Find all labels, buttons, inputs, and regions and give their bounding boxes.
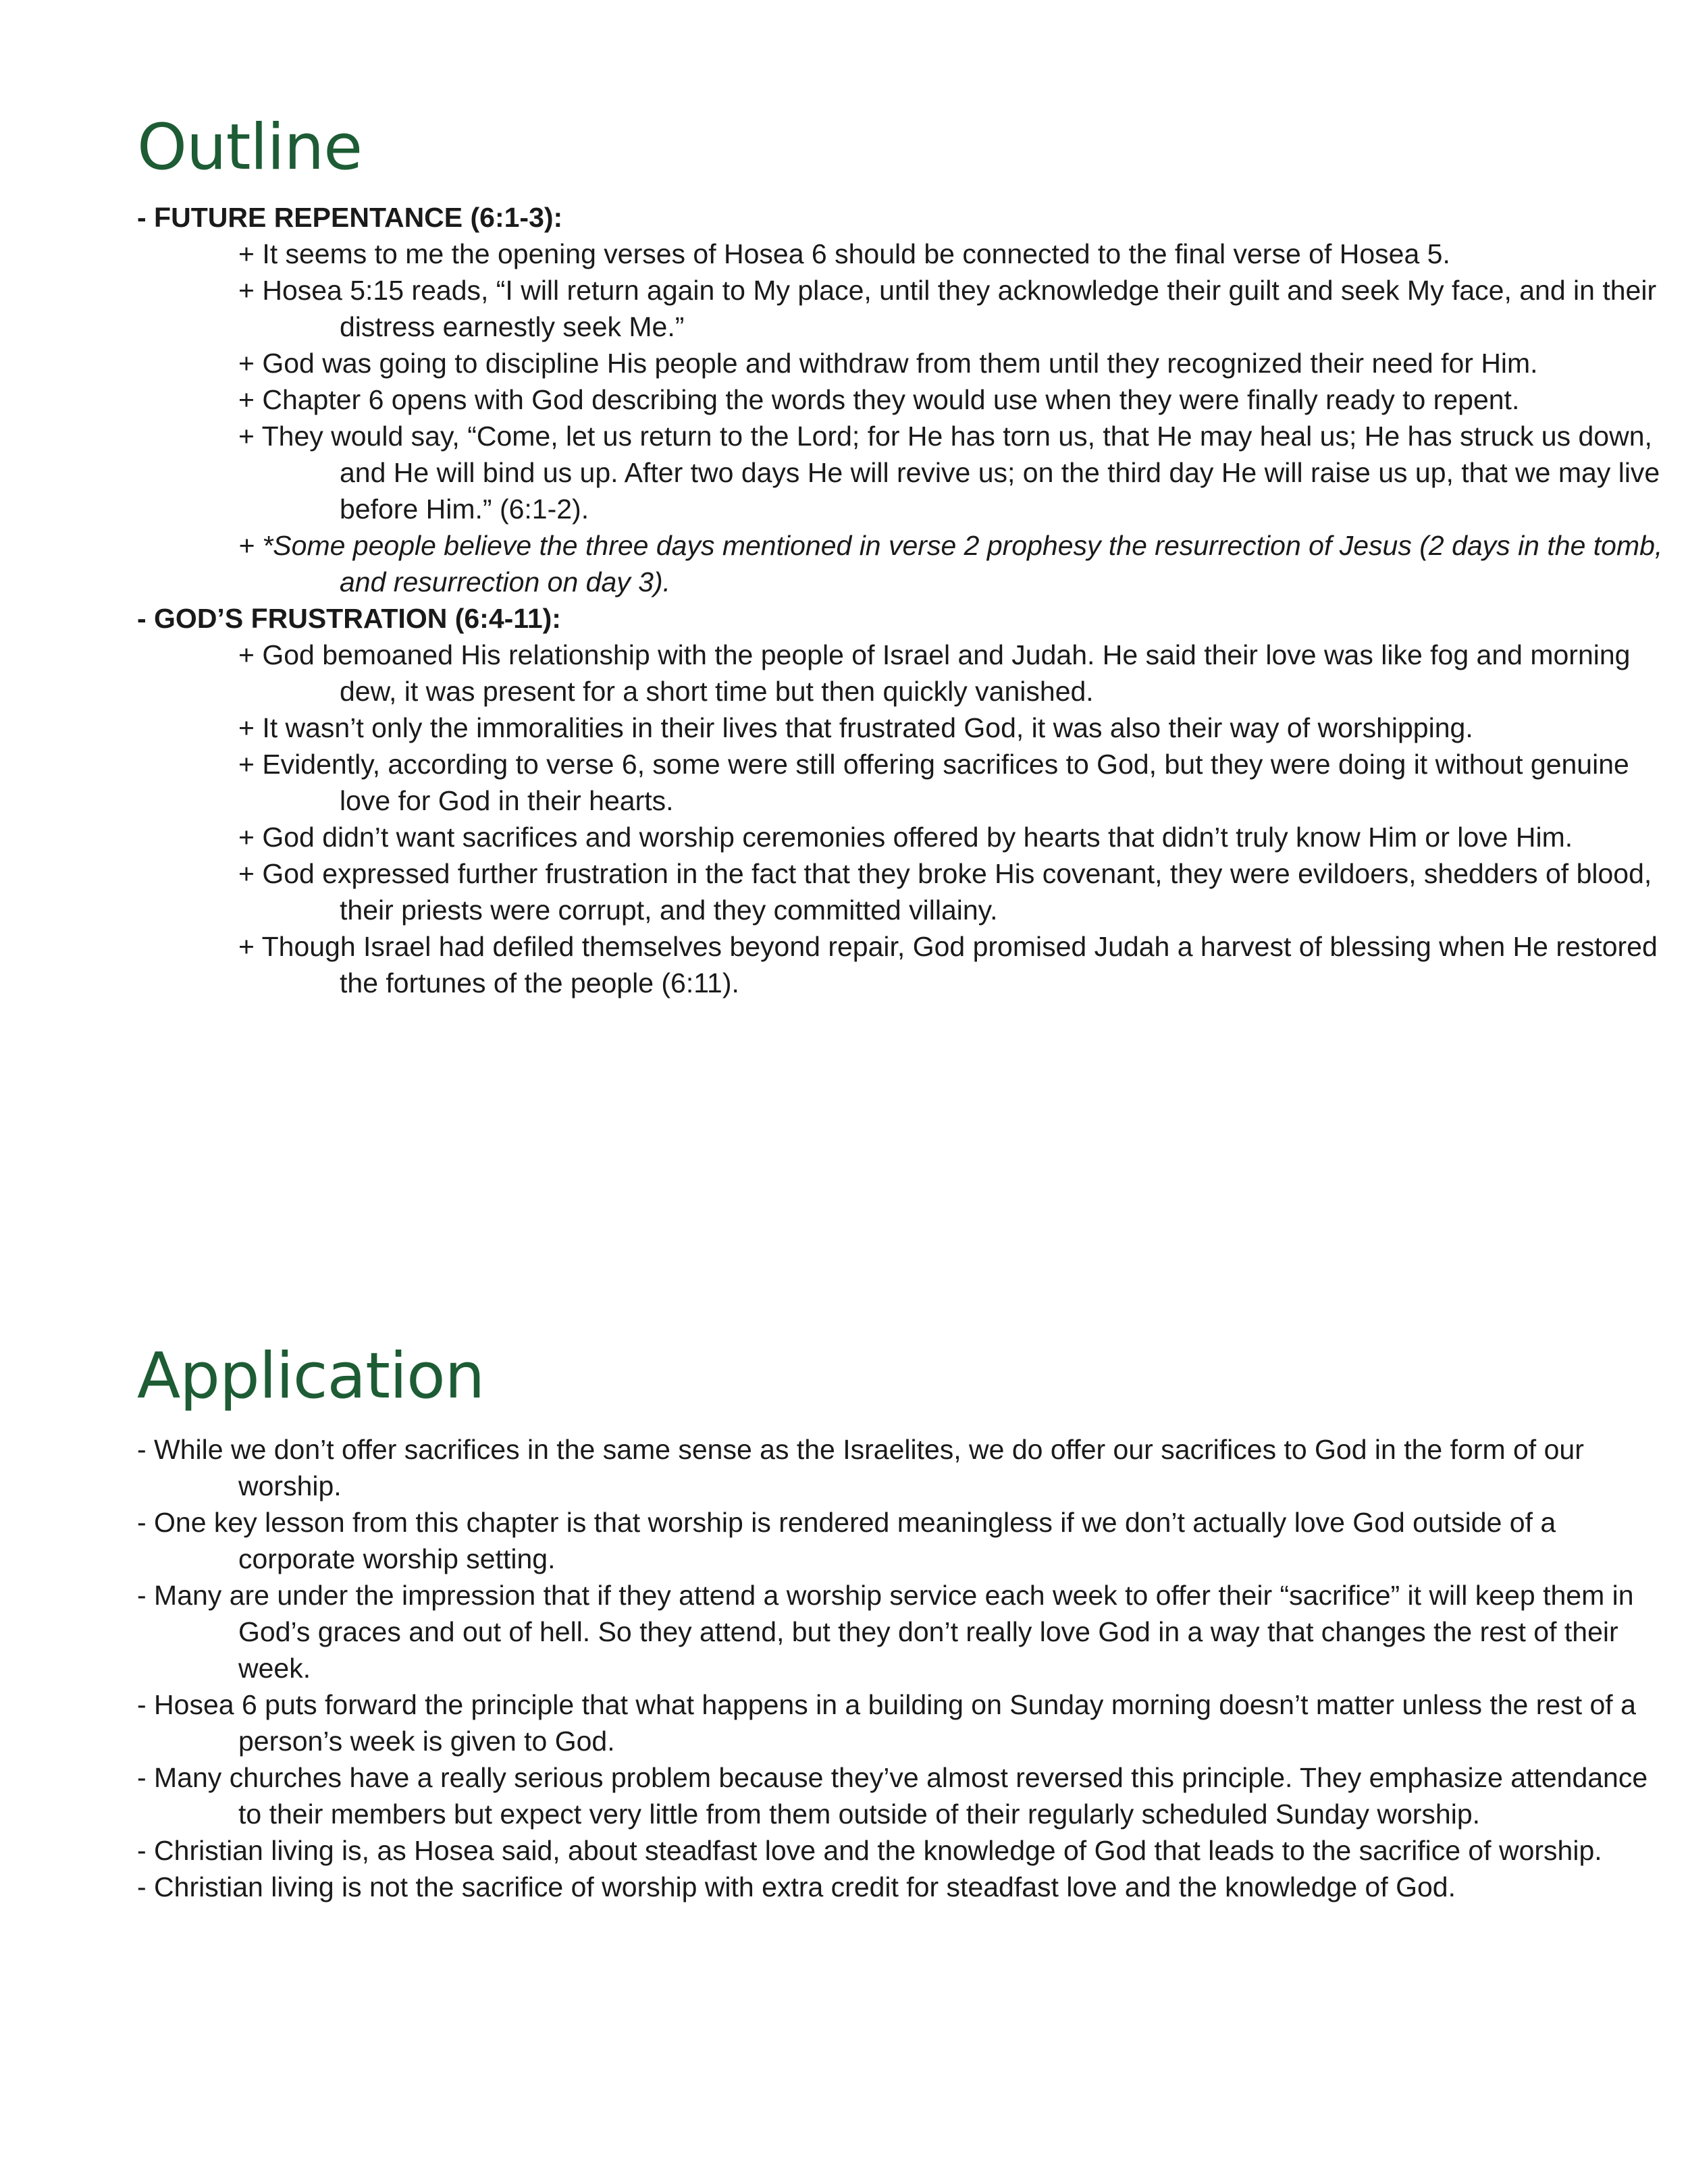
application-item: - While we don’t offer sacrifices in the same sense as the Israelites, we do offer our sacrifices to God in the form of our worship.	[137, 1434, 1584, 1501]
bullet-item: + God was going to discipline His people and withdraw from them until they recognized their need for Him.	[238, 348, 1538, 379]
bullet-item: + It wasn’t only the immoralities in their lives that frustrated God, it was also their way of worshipping.	[238, 712, 1473, 743]
bullet-item-note: + *Some people believe the three days mentioned in verse 2 prophesy the resurrection of Jesus (2 days in the tomb, and resurrection on day 3).	[238, 530, 1663, 597]
application-body	[137, 1431, 1648, 1905]
application-item: - Many churches have a really serious problem because they’ve almost reversed this principle. They emphasize attendance to their members but expect very little from them outside of their regularly scheduled Sunday worship.	[137, 1762, 1648, 1830]
section-title-future-repentance: - FUTURE REPENTANCE (6:1-3):	[137, 202, 563, 233]
bullet-item: + It seems to me the opening verses of Hosea 6 should be connected to the final verse of Hosea 5.	[238, 238, 1450, 269]
application-item: - Hosea 6 puts forward the principle that what happens in a building on Sunday morning doesn’t matter unless the rest of a person’s week is given to God.	[137, 1689, 1636, 1757]
application-item: - Christian living is, as Hosea said, about steadfast love and the knowledge of God that leads to the sacrifice of worship.	[137, 1835, 1602, 1866]
application-heading: Application	[137, 1339, 485, 1413]
bullet-item: + God bemoaned His relationship with the people of Israel and Judah. He said their love was like fog and morning dew, it was present for a short time but then quickly vanished.	[238, 639, 1631, 707]
future-repentance-bullets	[137, 236, 1663, 600]
bullet-item: + Evidently, according to verse 6, some were still offering sacrifices to God, but they were doing it without genuine love for God in their hearts.	[238, 749, 1629, 816]
application-item: - Christian living is not the sacrifice of worship with extra credit for steadfast love and the knowledge of God.	[137, 1871, 1456, 1902]
outline-body	[137, 199, 1663, 1001]
bullet-item: + God expressed further frustration in the fact that they broke His covenant, they were evildoers, shedders of blood, their priests were corrupt, and they committed villainy.	[238, 858, 1652, 926]
application-item: - Many are under the impression that if they attend a worship service each week to offer their “sacrifice” it will keep them in God’s graces and out of hell. So they attend, but they don’t really love God in a way that changes the rest of their week.	[137, 1580, 1634, 1684]
outline-heading: Outline	[137, 111, 363, 184]
section-title-gods-frustration: - GOD’S FRUSTRATION (6:4-11):	[137, 603, 561, 634]
bullet-item: + Chapter 6 opens with God describing the words they would use when they were finally ready to repent.	[238, 384, 1520, 415]
application-item: - One key lesson from this chapter is that worship is rendered meaningless if we don’t actually love God outside of a corporate worship setting.	[137, 1507, 1556, 1574]
gods-frustration-bullets	[137, 637, 1658, 1001]
bullet-item: + Though Israel had defiled themselves beyond repair, God promised Judah a harvest of blessing when He restored the fortunes of the people (6:11).	[238, 931, 1658, 998]
bullet-item: + They would say, “Come, let us return to the Lord; for He has torn us, that He may heal us; He has struck us down, and He will bind us up. After two days He will revive us; on the third day He will raise us up, that we may live before Him.” (6:1-2).	[238, 421, 1660, 525]
bullet-item: + Hosea 5:15 reads, “I will return again to My place, until they acknowledge their guilt and seek My face, and in their distress earnestly seek Me.”	[238, 275, 1657, 342]
bullet-item: + God didn’t want sacrifices and worship ceremonies offered by hearts that didn’t truly know Him or love Him.	[238, 822, 1573, 853]
